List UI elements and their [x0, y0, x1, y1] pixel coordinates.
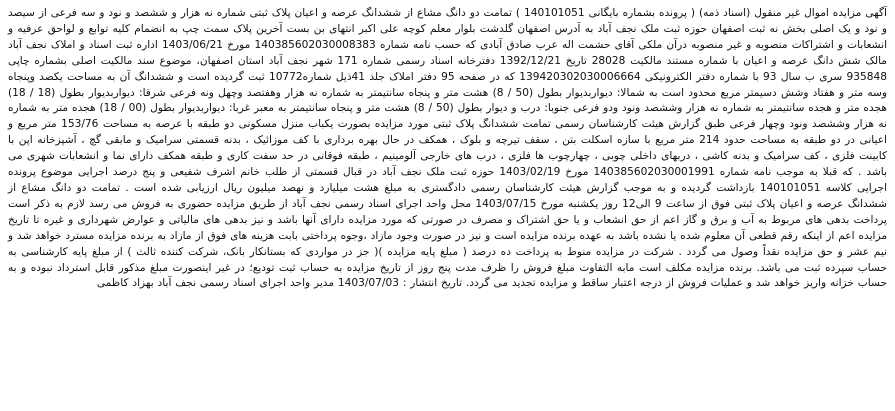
auction-notice-body: آگهی مزایده اموال غیر منقول (اسناد ذمه) ( پرونده بشماره بایگانی 140101051 ) تمامت دو دانگ مشاع از ششدانگ عرصه و اعیان پلاک ثبتی شماره نه هزار و ششصد و نود و سه فرعی از سیصد و نود و یک اصلی بخش نه ثبت اصفهان حوزه ثبت ملک نجف آباد به آدرس اصفهان گلدشت بلوار معلم کوچه علی اکبر انتهای بن بست آخرین پلاک سمت چپ به انضمام کلیه توابع و لواحق عرفیه و انشعابات و اشتراکات منصوبه و غیر منصوبه درآن ملکی آقای حشمت اله عرب صادق آبادی که حسب نامه شماره 140385602030008383 مورخ 1403/06/21 اداره ثبت اسناد و املاک نجف آباد مالک شش دانگ عرصه و اعیان با شماره مستند مالکیت 28028 تاریخ 1392/12/21 دفترخانه اسناد رسمی شماره 171 شهر نجف آباد استان اصفهان، موضوع سند مالکیت اصلی بشماره چاپی 935848 سری ب سال 93 با شماره دفتر الکترونیکی 139420302030006664 که در صفحه 95 دفتر املاک جلد 41ذیل شماره10772 ثبت گردیده است و ششدانگ آن به مساحت یکصد وپنجاه وسه متر و هفتاد وشش دسیمتر مربع محدود است به شمالا: دیواربدیوار بطول (50 / 8) هشت متر و پنجاه سانتیمتر به شماره نه هزار وهفتصد وچهل ونه فرعی شرقا: دیواربدیوار بطول (18 / 18) هجده متر و هجده سانتیمتر به شماره نه هزار وششصد ونود ودو فرعی جنوبا: درب و دیوار بطول (50 / 8) هشت متر و پنجاه سانتیمتر به معبر غربا: دیواربدیوار بطول (00 / 18) هجده متر به شماره نه هزار وششصد ونود وچهار فرعی طبق گزارش هیئت کارشناسان رسمی تمامت ششدانگ پلاک ثبتی مورد مزایده بصورت یکباب منزل مسکونی دو طبقه با عرصه به مساحت 153/76 متر مربع و اعیانی در دو طبقه به مساحت حدود 214 متر مربع با سازه اسکلت بتن ، سقف تیرچه و بلوک ، همکف در حال بهره برداری با کف موزائیک ، بدنه قسمتی سرامیک و مابقی گچ ، آشپزخانه اپن با کابینت فلزی ، کف سرامیک و بدنه کاشی ، دربهای داخلی چوبی ، چهارچوب ها فلزی ، درب های خارجی آلومینیم ، طبقه فوقانی در حد سفت کاری و طبقه همکف دارای نما و انشعابات شهری می باشد . که قبلا به موجب نامه شماره 140385602030001991 مورخ 1403/02/19 حوزه ثبت ملک نجف آباد در قبال قسمتی از طلب خانم اشرف شفیعی و پنج درصد اجرایی موضوع پرونده اجرایی کلاسه 140101051 بازداشت گردیده و به موجب گزارش هیئت کارشناسان رسمی دادگستری به مبلغ هشت میلیارد و نهصد میلیون ریال ارزیابی شده است . تمامت دو دانگ مشاع از ششدانگ عرصه و اعیان پلاک ثبتی فوق از ساعت 9 الی12 روز یکشنبه مورخ 1403/07/15 محل واحد اجرای اسناد رسمی نجف آباد از طریق مزایده حضوری به فروش می رسد لازم به ذکر است پرداخت بدهی های مربوط به آب و برق و گاز اعم از حق انشعاب و یا حق اشتراک و مصرف در صورتی که مورد مزایده دارای آنها باشد و نیز بدهی های مالیاتی و عوارض شهرداری و غیره تا تاریخ مزایده اعم از اینکه رقم قطعی آن معلوم شده یا نشده باشد به عهده برنده مزایده است و نیز در صورت وجود مازاد ،وجوه پرداختی بابت هزینه های فوق از مازاد به برنده مزایده مسترد خواهد شد و نیم عشر و حق مزایده نقداً وصول می گردد . شرکت در مزایده منوط به پرداخت ده درصد ( مبلغ پایه مزایده )( جز در مواردی که بستانکار بانک، شرکت کننده ثالث ) از مبلغ پایه کارشناسی به حساب سپرده ثبت می باشد. برنده مزایده مکلف است مابه التفاوت مبلغ فروش را ظرف مدت پنج روز از تاریخ مزایده به حساب ثبت تودیع؛ در غیر اینصورت مبلغ مذکور قابل استرداد نبوده و به حساب خزانه واریز خواهد شد و عملیات فروش از درجه اعتبار ساقط و مزایده تجدید می گردد. تاریخ انتشار : 1403/07/03 مدیر واحد اجرای اسناد رسمی نجف آباد بهزاد کاظمی — [8, 7, 888, 290]
